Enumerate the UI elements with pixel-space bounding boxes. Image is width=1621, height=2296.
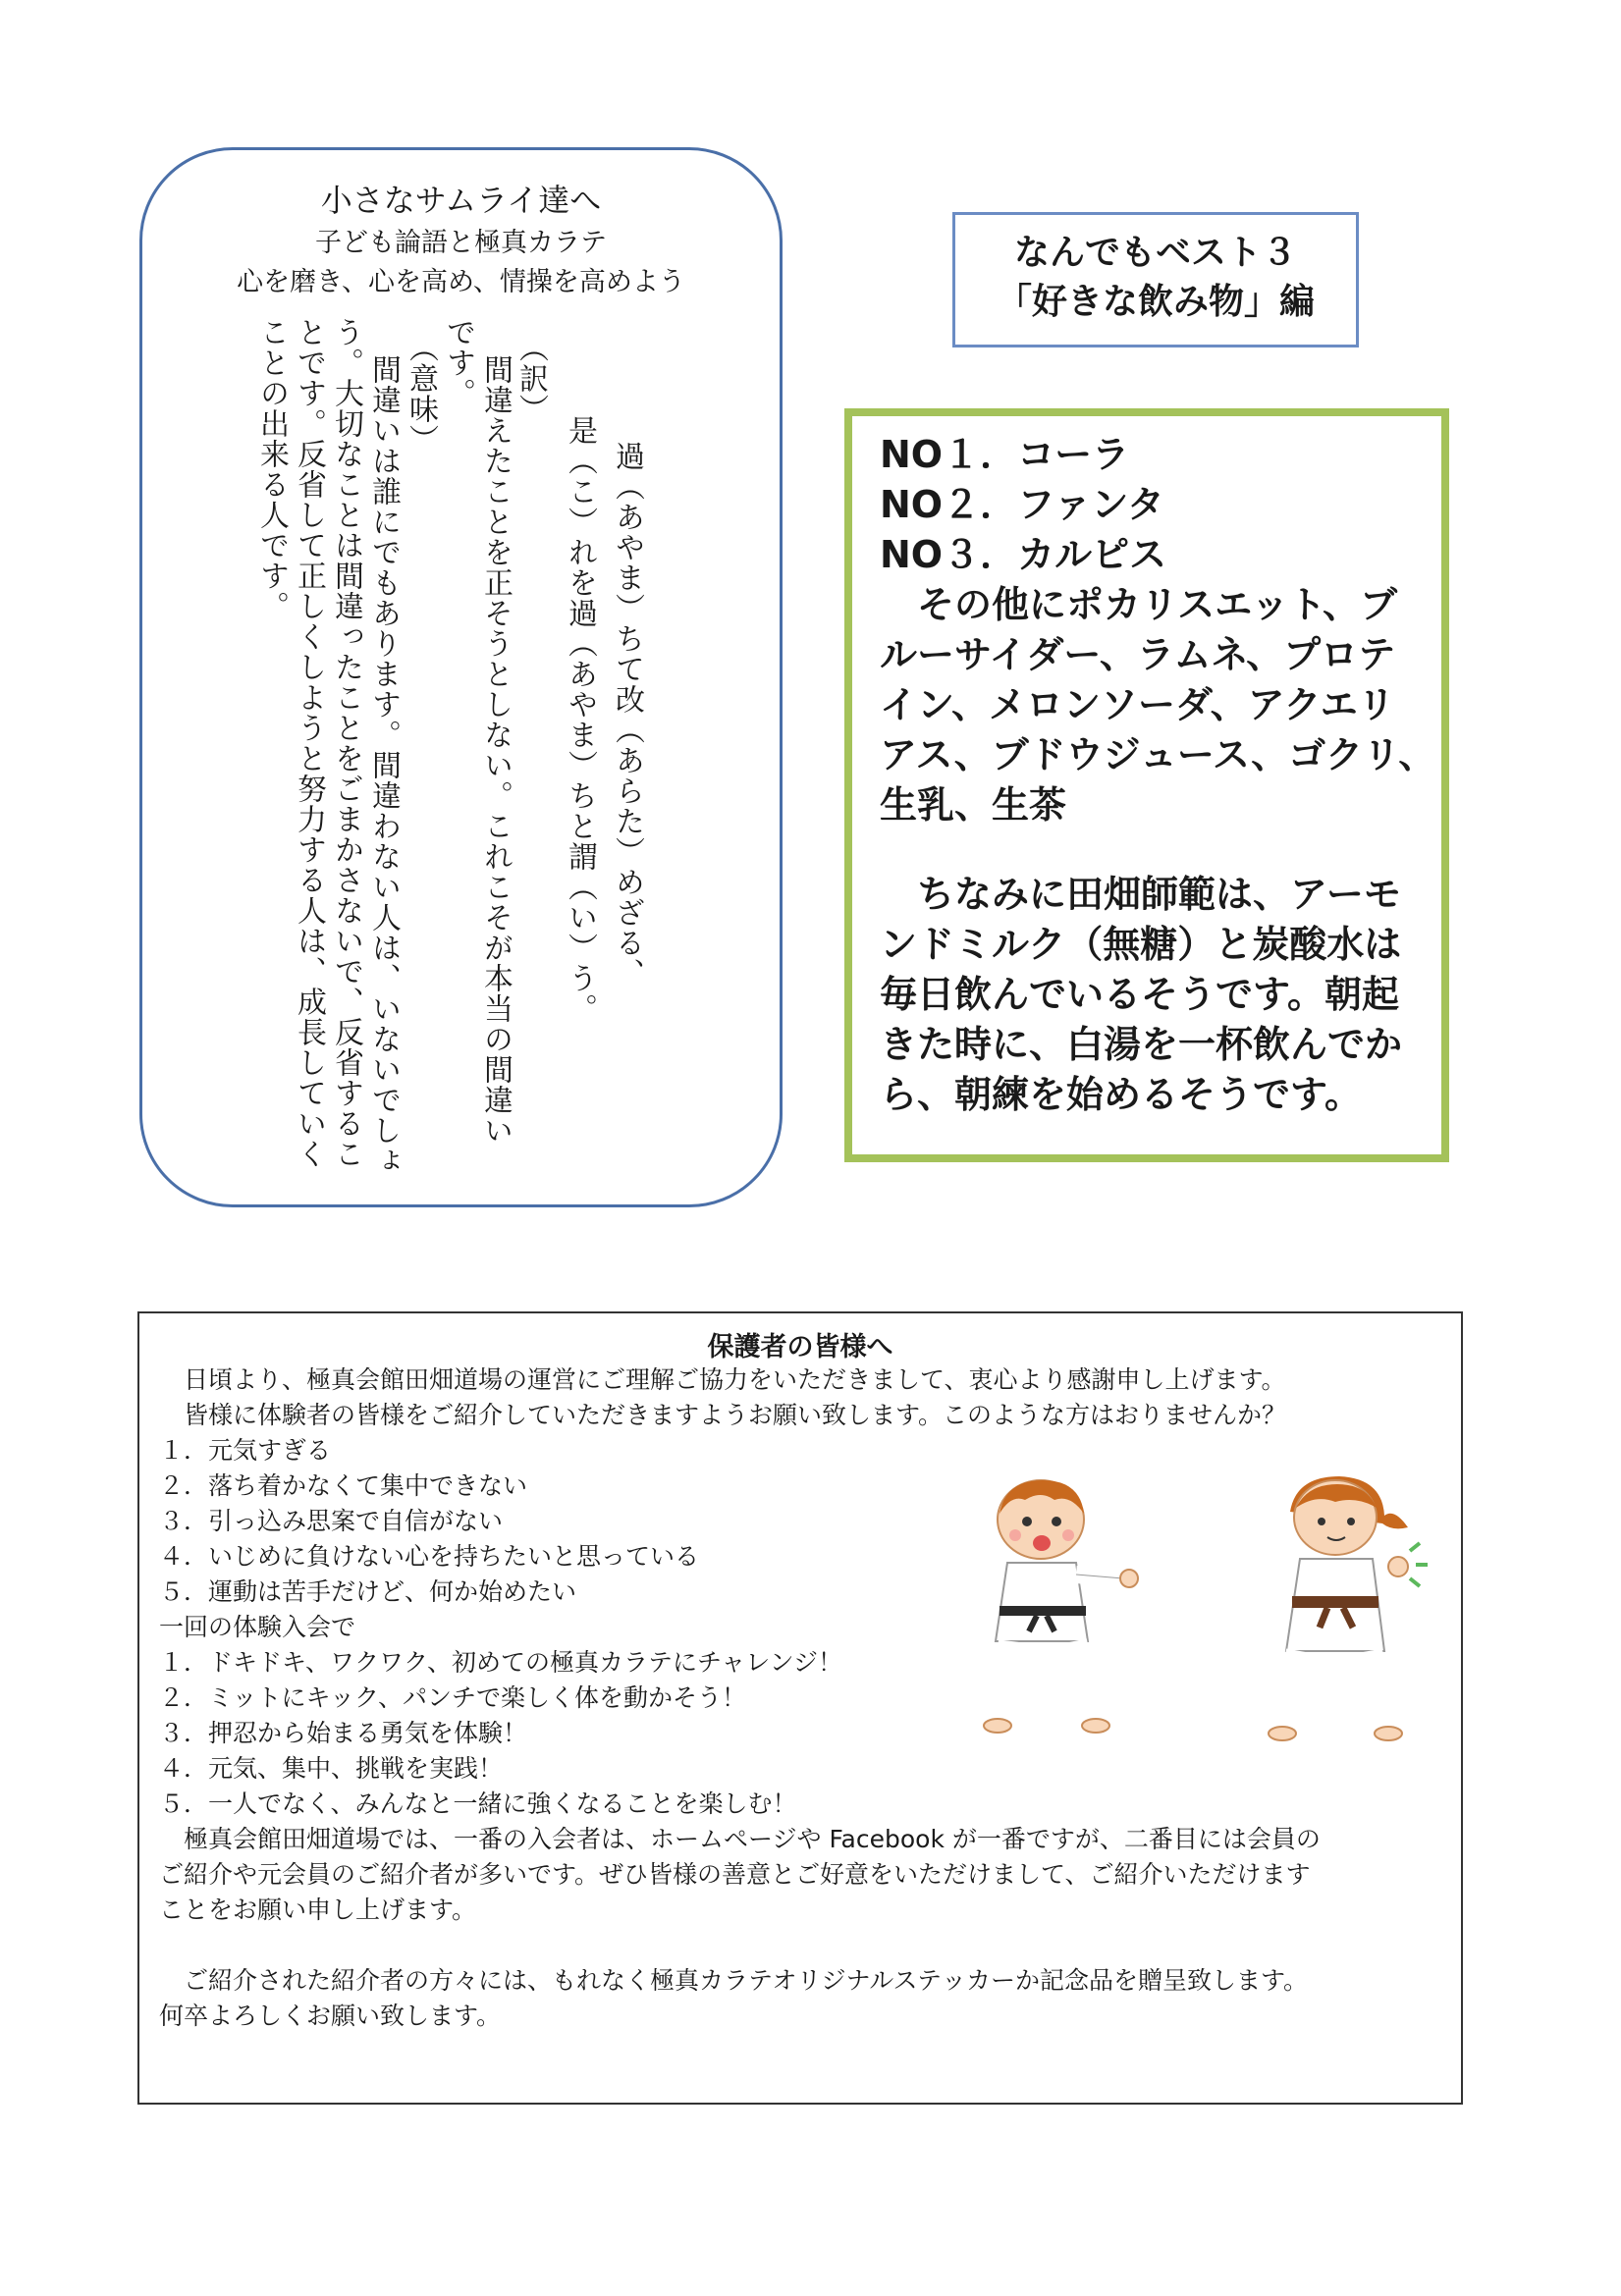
concern-item-2: ２．落ち着かなくて集中できない xyxy=(159,1471,528,1500)
analects-box xyxy=(139,147,783,1207)
referral-line-1: 極真会館田畑道場では、一番の入会者は、ホームページや Facebook が一番ですが、二番目には会員の xyxy=(159,1825,1321,1853)
concern-item-4: ４．いじめに負けない心を持ちたいと思っている xyxy=(159,1542,700,1571)
referral-line-3: ことをお願い申し上げます。 xyxy=(159,1896,477,1924)
others-line-2: ルーサイダー、ラムネ、プロテ xyxy=(880,633,1396,676)
others-line-5: 生乳、生茶 xyxy=(880,783,1067,827)
notice-title: 保護者の皆様へ xyxy=(707,1332,893,1362)
notice-request: 皆様に体験者の皆様をご紹介していただきますようお願い致します。このような方はおりませんか？ xyxy=(159,1401,1287,1429)
trial-item-4: ４．元気、集中、挑戦を実践！ xyxy=(159,1754,504,1783)
translation-line-2: です。 xyxy=(441,317,475,408)
referral-line-2: ご紹介や元会員のご紹介者が多いです。ぜひ皆様の善意とご好意をいただけまして、ご紹介いただけます xyxy=(159,1860,1311,1889)
best3-title-box xyxy=(952,212,1359,347)
trial-item-5: ５．一人でなく、みんなと一緒に強くなることを楽しむ！ xyxy=(159,1789,797,1818)
analects-subtitle: 子ども論語と極真カラテ xyxy=(315,228,607,258)
trial-item-3: ３．押忍から始まる勇気を体験！ xyxy=(159,1719,528,1747)
drinks-box xyxy=(844,408,1449,1162)
rank-3: NO３．カルピス xyxy=(880,533,1167,576)
concern-item-3: ３．引っ込み思案で自信がない xyxy=(159,1507,504,1535)
shihan-line-3: 毎日飲んでいるそうです。朝起 xyxy=(880,973,1399,1016)
karate-kids-illustration xyxy=(972,1472,1443,1767)
trial-heading: 一回の体験入会で xyxy=(159,1613,356,1641)
shihan-line-4: きた時に、白湯を一杯飲んでか xyxy=(880,1023,1403,1066)
best3-title: なんでもベスト３ xyxy=(1013,233,1297,273)
others-line-1: その他にポカリスエット、ブ xyxy=(880,583,1398,626)
shihan-line-2: ンドミルク（無糖）と炭酸水は xyxy=(880,923,1402,966)
others-line-4: アス、ブドウジュース、ゴクリ、 xyxy=(880,733,1436,776)
meaning-label: （意味） xyxy=(404,333,438,454)
shihan-line-5: ら、朝練を始めるそうです。 xyxy=(880,1073,1362,1116)
analects-quote-line-2: 是（こ）れを過（あやま）ちと謂（い）う。 xyxy=(563,415,597,1024)
meaning-line-2: う。大切なことは間違ったことをごまかさないで、反省するこ xyxy=(329,317,363,1169)
concern-item-5: ５．運動は苦手だけど、何か始めたい xyxy=(159,1577,577,1606)
notice-greeting: 日頃より、極真会館田畑道場の運営にご理解ご協力をいただきまして、衷心より感謝申し上げます。 xyxy=(159,1365,1286,1394)
others-line-3: イン、メロンソーダ、アクエリ xyxy=(880,683,1395,726)
gift-line-1: ご紹介された紹介者の方々には、もれなく極真カラテオリジナルステッカーか記念品を贈呈致します。 xyxy=(159,1966,1309,1995)
analects-title: 小さなサムライ達へ xyxy=(320,182,602,219)
meaning-line-1: 間違いは誰にでもあります。間違わない人は、いないでしょ xyxy=(366,354,401,1176)
translation-label: （訳） xyxy=(513,333,548,424)
gift-line-2: 何卒よろしくお願い致します。 xyxy=(159,2002,502,2030)
blank-line xyxy=(159,1928,1455,1963)
rank-1: NO１．コーラ xyxy=(880,433,1130,476)
girl-karate-icon xyxy=(1269,1476,1428,1740)
rank-2: NO２．ファンタ xyxy=(880,483,1164,526)
trial-item-1: １．ドキドキ、ワクワク、初めての極真カラテにチャレンジ！ xyxy=(159,1648,843,1677)
boy-karate-icon xyxy=(984,1480,1138,1733)
best3-subtitle: 「好きな飲み物」編 xyxy=(996,282,1315,322)
meaning-line-3: とです。反省して正しくしようと努力する人は、成長していく xyxy=(292,317,326,1169)
analects-quote-line-1: 過（あやま）ちて改（あらた）めざる、 xyxy=(610,441,644,988)
paragraph-gap xyxy=(880,830,1422,870)
meaning-line-4: ことの出来る人です。 xyxy=(254,317,289,621)
translation-line-1: 間違えたことを正そうとしない。これこそが本当の間違い xyxy=(478,354,513,1146)
analects-motto: 心を磨き、心を高め、情操を高めよう xyxy=(237,267,685,297)
concern-item-1: １．元気すぎる xyxy=(159,1436,332,1465)
trial-item-2: ２．ミットにキック、パンチで楽しく体を動かそう！ xyxy=(159,1683,747,1712)
shihan-line-1: ちなみに田畑師範は、アーモ xyxy=(880,873,1401,916)
